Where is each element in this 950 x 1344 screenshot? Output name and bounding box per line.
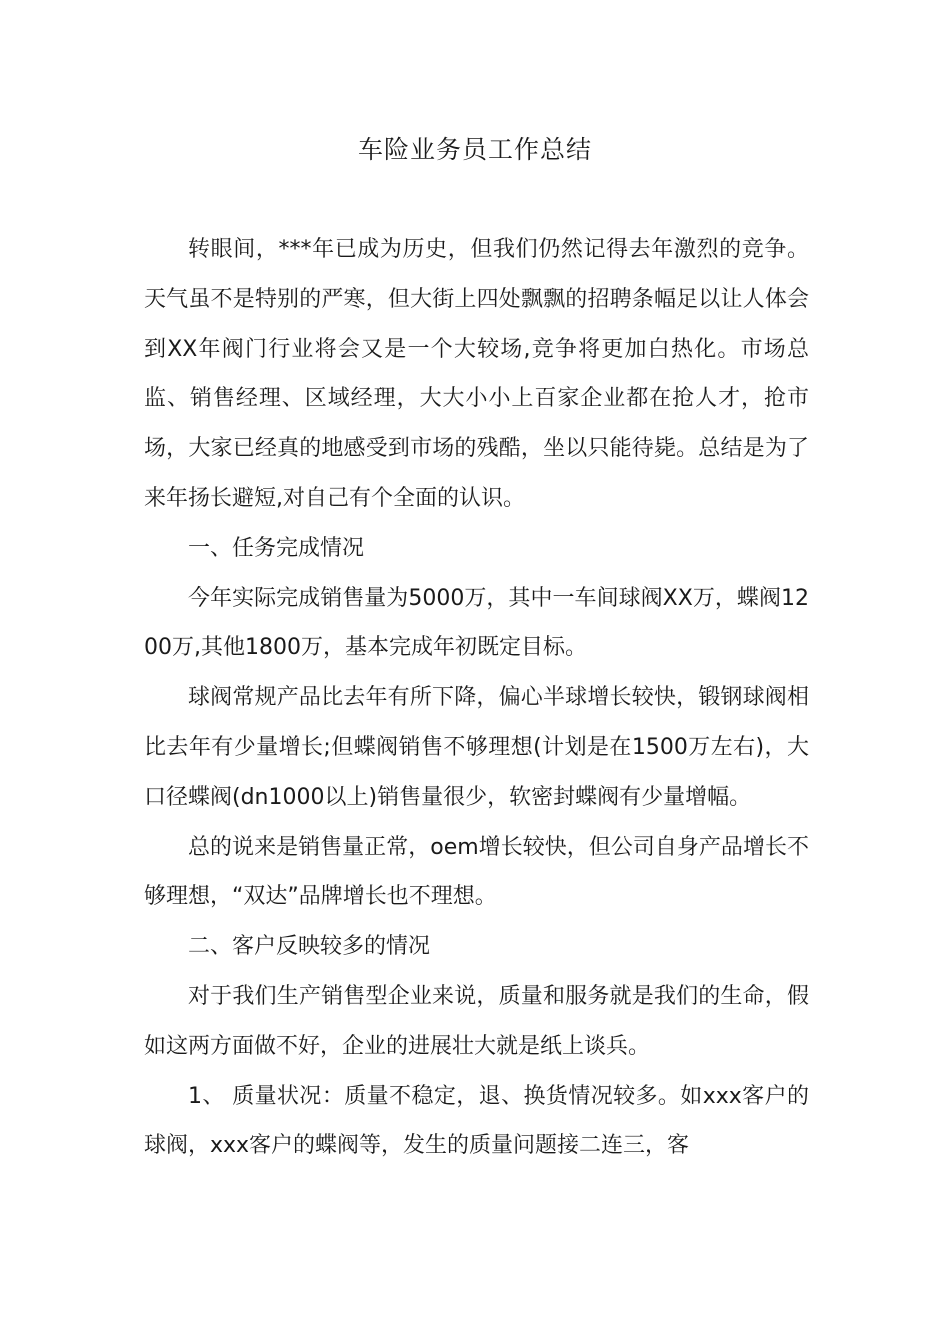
intro-paragraph: 转眼间，***年已成为历史，但我们仍然记得去年激烈的竞争。天气虽不是特别的严寒，但大街上四处飘飘的招聘条幅足以让人体会到XX年阀门行业将会又是一个大较场,竞争将更加白热化。市场总监、销售经理、区域经理，大大小小上百家企业都在抢人才，抢市场，大家已经真的地感受到市场的残酷，坐以只能待毙。总结是为了来年扬长避短,对自己有个全面的认识。: [144, 237, 809, 511]
product-trend-paragraph: 球阀常规产品比去年有所下降，偏心半球增长较快，锻钢球阀相比去年有少量增长;但蝶阀销售不够理想(计划是在1500万左右)，大口径蝶阀(dn1000以上)销售量很少，软密封蝶阀有少量增幅。: [144, 685, 809, 810]
summary-paragraph: 总的说来是销售量正常，oem增长较快，但公司自身产品增长不够理想，“双达”品牌增长也不理想。: [144, 834, 809, 910]
section-heading-tasks: 一、任务完成情况: [188, 535, 365, 561]
document-body: [144, 225, 809, 1171]
section-heading-feedback: 二、客户反映较多的情况: [188, 934, 431, 960]
quality-service-paragraph: 对于我们生产销售型企业来说，质量和服务就是我们的生命，假如这两方面做不好，企业的进展壮大就是纸上谈兵。: [144, 983, 809, 1059]
sales-volume-paragraph: 今年实际完成销售量为5000万，其中一车间球阀XX万，蝶阀1200万,其他1800万，基本完成年初既定目标。: [144, 585, 809, 661]
document-title: 车险业务员工作总结: [357, 135, 592, 164]
quality-status-paragraph: 1、 质量状况：质量不稳定，退、换货情况较多。如xxx客户的球阀，xxx客户的蝶阀等，发生的质量问题接二连三，客: [144, 1083, 809, 1159]
